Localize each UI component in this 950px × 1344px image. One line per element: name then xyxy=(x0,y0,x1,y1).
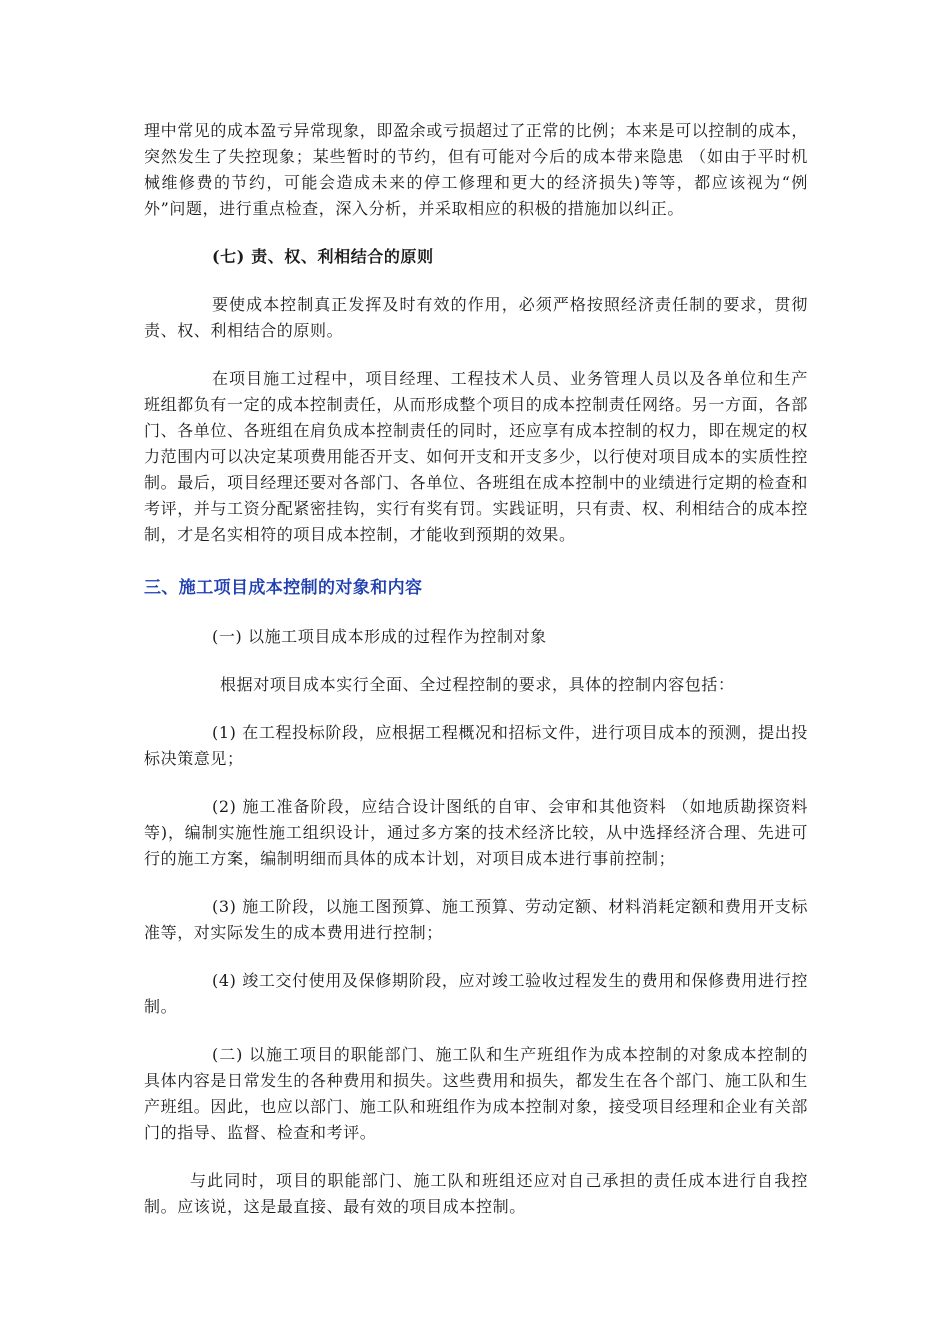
list-item-preparation-stage: (2) 施工准备阶段，应结合设计图纸的自审、会审和其他资料 （如地质勘探资料等)，编制实施性施工组织设计，通过多方案的技术经济比较，从中选择经济合理、先进可行的施工方案，编制明细而具体的成本计划，对项目成本进行事前控制； xyxy=(144,797,808,868)
list-item-bidding-stage: (1) 在工程投标阶段，应根据工程概况和招标文件，进行项目成本的预测，提出投标决策意见； xyxy=(144,723,808,768)
list-item-completion-stage: (4) 竣工交付使用及保修期阶段，应对竣工验收过程发生的费用和保修费用进行控制。 xyxy=(144,971,808,1016)
paragraph-responsibility-principle: 要使成本控制真正发挥及时有效的作用，必须严格按照经济责任制的要求，贯彻责、权、利相结合的原则。 xyxy=(144,295,808,340)
document-page xyxy=(144,118,808,1220)
section-heading-control-objects: 三、施工项目成本控制的对象和内容 xyxy=(144,578,423,598)
paragraph-departments-as-object: (二) 以施工项目的职能部门、施工队和生产班组作为成本控制的对象成本控制的具体内容是日常发生的各种费用和损失。这些费用和损失，都发生在各个部门、施工队和生产班组。因此，也应以部门、施工队和班组作为成本控制对象，接受项目经理和企业有关部门的指导、监督、检查和考评。 xyxy=(144,1045,809,1142)
paragraph-self-control: 与此同时，项目的职能部门、施工队和班组还应对自己承担的责任成本进行自我控制。应该说，这是最直接、最有效的项目成本控制。 xyxy=(144,1171,808,1216)
paragraph-control-content-intro: 根据对项目成本实行全面、全过程控制的要求，具体的控制内容包括： xyxy=(220,675,735,694)
paragraph-exceptions: 理中常见的成本盈亏异常现象，即盈余或亏损超过了正常的比例；本来是可以控制的成本，突然发生了失控现象；某些暂时的节约，但有可能对今后的成本带来隐患 （如由于平时机械维修费的节约，可能会造成未来的停工修理和更大的经济损失)等等，都应该视为“例外”问题，进行重点检查，深入分析，并采取相应的积极的措施加以纠正。 xyxy=(144,121,809,218)
list-item-construction-stage: (3) 施工阶段，以施工图预算、施工预算、劳动定额、材料消耗定额和费用开支标准等，对实际发生的成本费用进行控制； xyxy=(144,897,808,942)
paragraph-responsibility-network: 在项目施工过程中，项目经理、工程技术人员、业务管理人员以及各单位和生产班组都负有一定的成本控制责任，从而形成整个项目的成本控制责任网络。另一方面，各部门、各单位、各班组在肩负成本控制责任的同时，还应享有成本控制的权力，即在规定的权力范围内可以决定某项费用能否开支、如何开支和开支多少，以行使对项目成本的实质性控制。最后，项目经理还要对各部门、各单位、各班组在成本控制中的业绩进行定期的检查和考评，并与工资分配紧密挂钩，实行有奖有罚。实践证明，只有责、权、利相结合的成本控制，才是名实相符的项目成本控制，才能收到预期的效果。 xyxy=(144,369,809,544)
subheading-responsibility-rights-benefits: (七) 责、权、利相结合的原则 xyxy=(212,247,434,266)
subheading-process-as-object: (一) 以施工项目成本形成的过程作为控制对象 xyxy=(212,627,547,646)
